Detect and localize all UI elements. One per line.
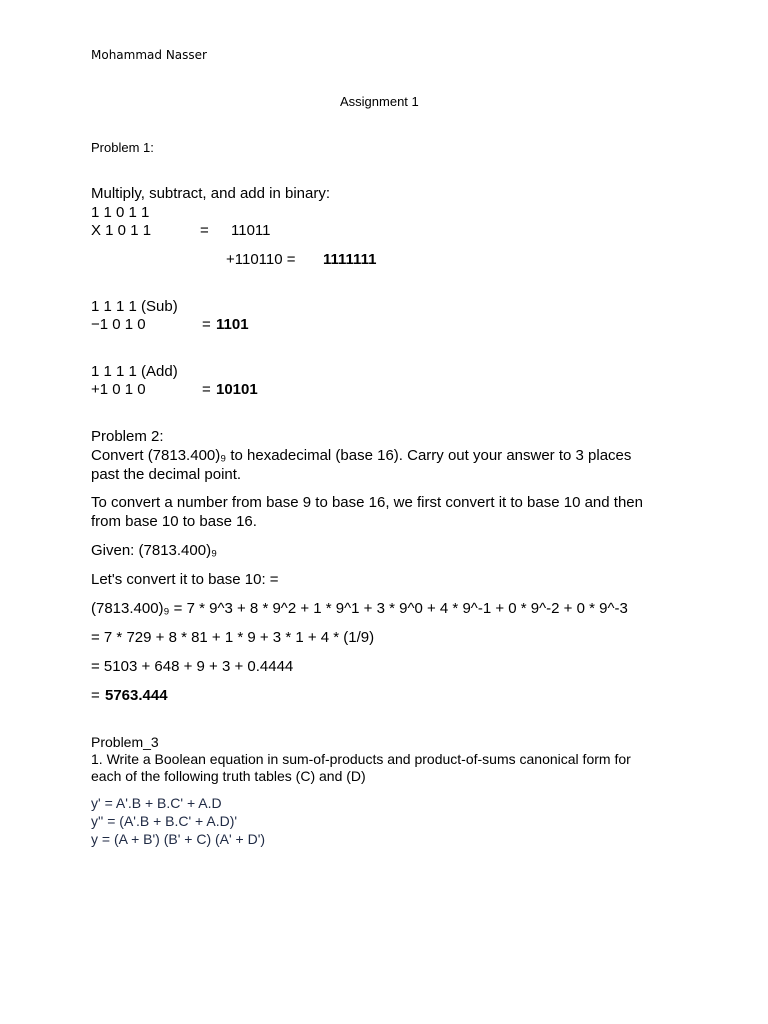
problem3-heading: Problem_3: [91, 734, 159, 750]
subtract-result: 1101: [216, 316, 249, 333]
problem2-question-line2: past the decimal point.: [91, 466, 242, 483]
add-equals: =: [202, 381, 211, 398]
add-result: 10101: [216, 381, 258, 398]
problem2-explain-line2: from base 10 to base 16.: [91, 513, 257, 530]
subtract-operand1: 1 1 1 1 (Sub): [91, 298, 178, 315]
problem2-given: Given: (7813.400)₉: [91, 542, 218, 559]
multiply-result: 1111111: [323, 251, 377, 268]
add-operand2: +1 0 1 0: [91, 381, 146, 398]
add-operand1: 1 1 1 1 (Add): [91, 363, 178, 380]
problem3-question-line2: each of the following truth tables (C) and (D): [91, 768, 366, 784]
problem2-explain-line1: To convert a number from base 9 to base 16, we first convert it to base 10 and then: [91, 494, 643, 511]
problem2-step2: = 7 * 729 + 8 * 81 + 1 * 9 + 3 * 1 + 4 * (1/9): [91, 629, 375, 646]
problem2-step1: (7813.400)₉ = 7 * 9^3 + 8 * 9^2 + 1 * 9^1 + 3 * 9^0 + 4 * 9^-1 + 0 * 9^-2 + 0 * 9^-3: [91, 600, 628, 617]
multiply-operand2: X 1 0 1 1: [91, 222, 152, 239]
multiply-equals: =: [200, 222, 209, 239]
page-title: Assignment 1: [340, 94, 419, 109]
multiply-operand1: 1 1 0 1 1: [91, 204, 150, 221]
boolean-equation-3: y = (A + B') (B' + C) (A' + D'): [91, 831, 266, 847]
problem2-question-line1: Convert (7813.400)₉ to hexadecimal (base 16). Carry out your answer to 3 places: [91, 447, 632, 464]
problem1-heading: Problem 1:: [91, 140, 154, 155]
problem2-convert-intro: Let's convert it to base 10: =: [91, 571, 279, 588]
boolean-equation-1: y' = A'.B + B.C' + A.D: [91, 795, 222, 811]
boolean-equation-2: y'' = (A'.B + B.C' + A.D)': [91, 813, 238, 829]
problem3-question-line1: 1. Write a Boolean equation in sum-of-products and product-of-sums canonical form for: [91, 751, 631, 767]
multiply-partial2: +110110 =: [226, 251, 296, 268]
subtract-operand2: −1 0 1 0: [91, 316, 146, 333]
problem2-final-result: 5763.444: [105, 687, 168, 704]
problem2-final-equals: =: [91, 687, 100, 704]
subtract-equals: =: [202, 316, 211, 333]
multiply-partial1: 11011: [231, 222, 271, 239]
problem2-heading: Problem 2:: [91, 428, 164, 445]
problem1-instruction: Multiply, subtract, and add in binary:: [91, 185, 331, 202]
author-name: Mohammad Nasser: [91, 48, 207, 62]
problem2-step3: = 5103 + 648 + 9 + 3 + 0.4444: [91, 658, 294, 675]
